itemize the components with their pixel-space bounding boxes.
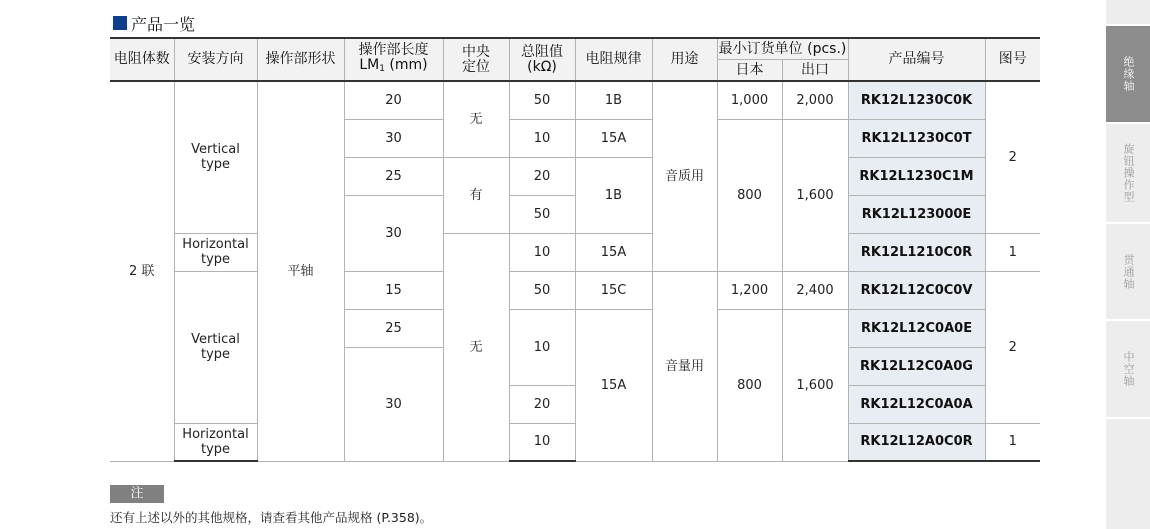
cell-shaft-shape: 平轴: [257, 81, 344, 461]
cell-mount-vertical: [174, 81, 257, 233]
cell-part-number: RK12L1230C0T: [848, 119, 985, 157]
header-lm: LM: [359, 56, 380, 73]
side-index-tabs: [1106, 0, 1150, 529]
cell-part-number: RK12L12A0C0R: [848, 423, 985, 461]
cell-length: 20: [344, 81, 443, 119]
cell-mount-horizontal: [174, 423, 257, 461]
cell-length: 30: [344, 347, 443, 461]
cell-part-number: RK12L1210C0R: [848, 233, 985, 271]
mount-line1: Vertical: [191, 142, 240, 158]
cell-figure: 2: [985, 81, 1040, 233]
side-tab-top-blank: [1106, 0, 1150, 24]
mount-line1: Vertical: [191, 332, 240, 347]
header-moq-japan: 日本: [717, 60, 782, 82]
header-usage: 用途: [652, 38, 717, 81]
mount-line1: Horizontal: [182, 426, 249, 442]
cell-moq-export: 2,000: [782, 81, 848, 119]
cell-resistance: 20: [509, 157, 575, 195]
header-center-line1: 中央: [462, 43, 490, 60]
table-row: [110, 233, 1040, 271]
header-resistance-line1: 总阻值: [521, 43, 563, 60]
cell-figure: 1: [985, 233, 1040, 271]
cell-resistance: 10: [509, 119, 575, 157]
cell-part-number: RK12L123000E: [848, 195, 985, 233]
cell-center: 有: [443, 157, 509, 233]
product-table: [110, 37, 1040, 462]
header-shaft-length-line1: 操作部长度: [358, 41, 429, 58]
cell-moq-japan: 800: [717, 119, 782, 271]
header-figure-number: 图号: [985, 38, 1040, 81]
cell-resistance: 10: [509, 423, 575, 461]
header-taper: 电阻规律: [575, 38, 652, 81]
cell-taper: 15A: [575, 233, 652, 271]
cell-moq-japan: 1,200: [717, 271, 782, 309]
cell-usage: 音质用: [652, 81, 717, 271]
cell-taper: 1B: [575, 81, 652, 119]
header-lm-subscript: 1: [379, 63, 385, 74]
note-text: 还有上述以外的其他规格，请查看其他产品规格 (P.358)。: [110, 510, 433, 525]
cell-mount-horizontal: [174, 233, 257, 271]
cell-length: 25: [344, 309, 443, 347]
cell-part-number: RK12L12C0A0E: [848, 309, 985, 347]
mount-line2: type: [200, 347, 231, 362]
note-label: 注: [110, 485, 164, 503]
cell-taper: 1B: [575, 157, 652, 233]
side-tab-insulated-shaft[interactable]: [1106, 26, 1150, 122]
cell-length: 25: [344, 157, 443, 195]
cell-length: 30: [344, 195, 443, 271]
cell-part-number: RK12L12C0A0G: [848, 347, 985, 385]
section-title-text: 产品一览: [131, 14, 196, 34]
cell-center: 无: [443, 233, 509, 461]
header-moq-export: 出口: [782, 60, 848, 82]
side-tab-bottom-blank: [1106, 419, 1150, 529]
cell-taper: 15C: [575, 271, 652, 309]
header-total-resistance: [509, 38, 575, 81]
table-row: [110, 81, 1040, 119]
cell-moq-export: 1,600: [782, 119, 848, 271]
section-title: [113, 12, 195, 34]
cell-moq-export: 2,400: [782, 271, 848, 309]
cell-moq-japan: 800: [717, 309, 782, 461]
side-tab-label: 绝缘轴: [1122, 56, 1135, 92]
mount-line2: type: [200, 441, 231, 457]
cell-mount-vertical: [174, 271, 257, 423]
side-tab-through-shaft[interactable]: [1106, 224, 1150, 319]
title-square-marker: [113, 16, 127, 30]
header-part-number: 产品编号: [848, 38, 985, 81]
side-tab-hollow-shaft[interactable]: [1106, 321, 1150, 417]
side-tab-knob-type[interactable]: [1106, 124, 1150, 222]
cell-length: 30: [344, 119, 443, 157]
header-shaft-length: [344, 38, 443, 81]
cell-resistance: 50: [509, 195, 575, 233]
side-tab-label: 中空轴: [1122, 351, 1135, 387]
header-resistor-count: 电阻体数: [110, 38, 174, 81]
mount-line2: type: [200, 157, 231, 173]
cell-center: 无: [443, 81, 509, 157]
cell-taper: 15A: [575, 119, 652, 157]
side-tab-label: 旋钮操作型: [1122, 143, 1135, 203]
cell-usage: 音量用: [652, 271, 717, 461]
cell-resistance: 10: [509, 309, 575, 385]
header-length-unit: (mm): [384, 56, 428, 73]
mount-line2: type: [200, 252, 231, 267]
cell-length: 15: [344, 271, 443, 309]
cell-resistance: 10: [509, 233, 575, 271]
header-shaft-shape: 操作部形状: [257, 38, 344, 81]
header-center-line2: 定位: [462, 58, 490, 75]
header-resistance-line2: (kΩ): [527, 58, 557, 75]
cell-figure: 1: [985, 423, 1040, 461]
cell-resistance: 20: [509, 385, 575, 423]
side-tab-label: 贯通轴: [1122, 253, 1135, 290]
cell-figure: 2: [985, 271, 1040, 423]
cell-moq-japan: 1,000: [717, 81, 782, 119]
cell-part-number: RK12L12C0A0A: [848, 385, 985, 423]
cell-moq-export: 1,600: [782, 309, 848, 461]
cell-part-number: RK12L12C0C0V: [848, 271, 985, 309]
cell-resistance: 50: [509, 81, 575, 119]
mount-line1: Horizontal: [182, 237, 249, 252]
header-shaft-length-line2: [345, 58, 443, 77]
cell-resistance: 50: [509, 271, 575, 309]
cell-part-number: RK12L1230C1M: [848, 157, 985, 195]
header-center-detent: [443, 38, 509, 81]
header-minimum-order: 最小订货单位 (pcs.): [717, 38, 848, 60]
table-row: [110, 271, 1040, 309]
cell-part-number: RK12L1230C0K: [848, 81, 985, 119]
cell-taper: 15A: [575, 309, 652, 461]
header-mount-direction: 安装方向: [174, 38, 257, 81]
cell-resistor-count: 2 联: [110, 81, 174, 461]
